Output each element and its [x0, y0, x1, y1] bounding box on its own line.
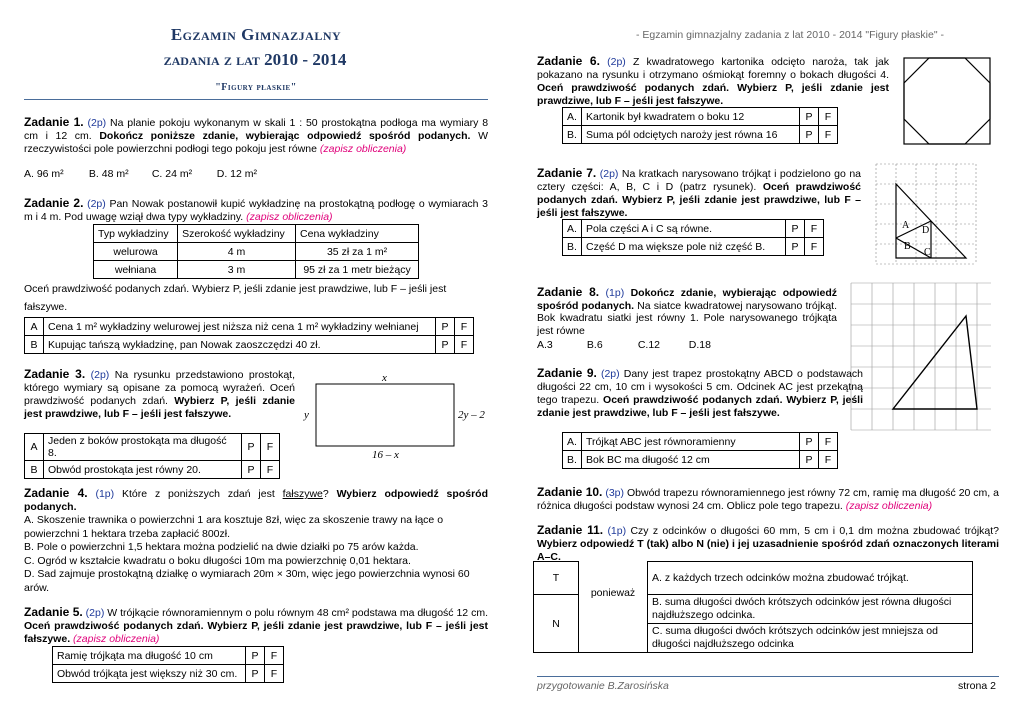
stmt-letter: A.: [563, 433, 582, 451]
task-3-text: Na rysunku przedstawiono prostokąt, którego wymiary są opisane za pomocą wyrażeń. Oceń prawdziwość podanych zdań.: [24, 369, 295, 407]
option-n[interactable]: N: [534, 595, 579, 653]
task-5-calc-note: (zapisz obliczenia): [73, 633, 160, 645]
task-10-text: Obwód trapezu równoramiennego jest równy 72 cm, ramię ma długość 20 cm, a różnica długości podstaw wynosi 24 cm. Oblicz pole tego trapezu.: [537, 487, 1000, 512]
stmt-text: Trójkąt ABC jest równoramienny: [582, 433, 800, 451]
answer-c: C. 24 m²: [151, 168, 193, 180]
carpet-table: [93, 224, 419, 279]
task-2-text: Pan Nowak postanowił kupić wykładzinę na prostokątną podłogę o wymiarach 3 m i 4 m. Pod uwagę wziął dwa typy wykładziny.: [24, 198, 489, 223]
task-5-bold: Oceń prawdziwość podanych zdań. Wybierz P, jeśli zdanie jest prawdziwe, lub F – jeśli jest fałszywe.: [24, 620, 488, 645]
octagon-figure: [898, 52, 994, 148]
option-f[interactable]: F: [805, 220, 824, 238]
task-10-calc-note: (zapisz obliczenia): [845, 500, 933, 512]
task-2-label: Zadanie 2.: [24, 196, 84, 210]
title-line2: zadania z lat 2010 - 2014: [163, 50, 347, 69]
task-2: [24, 197, 488, 224]
task-7-statements: [562, 219, 824, 256]
task-8: [537, 286, 837, 337]
task-1-points: (2p): [87, 117, 107, 129]
task-5-statements: [52, 646, 284, 683]
stmt-letter: A.: [563, 220, 582, 238]
task-8-label: Zadanie 8.: [537, 285, 600, 299]
task-8-text: Na siatce kwadratowej narysowano trójkąt. Bok kwadratu siatki jest równy 1. Pole narysowanego trójkąta jest równe: [537, 299, 837, 337]
answer-a: A. 96 m²: [24, 168, 64, 180]
stmt-letter: A.: [563, 108, 582, 126]
task-11-table: [533, 561, 973, 653]
option-p[interactable]: P: [242, 434, 261, 461]
task-6-statements: [562, 107, 838, 144]
option-p[interactable]: P: [800, 126, 819, 144]
rectangle-figure: [300, 372, 490, 460]
task-10: [537, 486, 999, 513]
stmt-text: Obwód prostokąta jest równy 20.: [44, 461, 242, 479]
because-label: ponieważ: [579, 562, 648, 624]
task-7-points: (2p): [599, 168, 619, 180]
task-1-label: Zadanie 1.: [24, 115, 84, 129]
task-10-points: (3p): [605, 487, 625, 499]
option-t[interactable]: T: [534, 562, 579, 595]
stmt-text: Jeden z boków prostokąta ma długość 8.: [44, 434, 242, 461]
stmt-text: Bok BC ma długość 12 cm: [582, 451, 800, 469]
task-1: [24, 116, 488, 156]
answer-d: D.18: [688, 339, 711, 351]
task-2-points: (2p): [87, 198, 106, 210]
task-2-instruction: Oceń prawdziwość podanych zdań. Wybierz P, jeśli zdanie jest prawdziwe, lub F – jeśli jest fałszywe.: [24, 283, 447, 313]
stmt-text: Kartonik był kwadratem o boku 12: [582, 108, 800, 126]
task-3-label: Zadanie 3.: [24, 367, 86, 381]
cell-type: welurowa: [94, 243, 178, 261]
task-1-bold: Dokończ poniższe zdanie, wybierając odpowiedź spośród podanych.: [99, 130, 471, 142]
task-6-label: Zadanie 6.: [537, 54, 600, 68]
task-7: [537, 167, 861, 220]
reason-c[interactable]: C. suma długości dwóch krótszych odcinków jest mniejsza od długości najdłuższego odcinka: [648, 624, 973, 653]
reason-b[interactable]: B. suma długości dwóch krótszych odcinków jest równa długości najdłuższego odcinka.: [648, 595, 973, 624]
option-p[interactable]: P: [800, 108, 819, 126]
task-1-answers: [24, 168, 488, 180]
part-d-label: D: [922, 225, 930, 236]
task-11-points: (1p): [607, 525, 627, 537]
option-c: C. Ogród w kształcie kwadratu o boku długości 10m ma powierzchnię 0,01 hektara.: [24, 554, 411, 567]
task-3-bold: Wybierz P, jeśli zdanie jest prawdziwe, lub F – jeśli jest fałszywe.: [24, 395, 295, 420]
cell-width: 4 m: [178, 243, 296, 261]
task-6-text: Z kwadratowego kartonika odcięto naroża, tak jak pokazano na rysunku i otrzymano ośmiokąt foremny o bokach długości 4.: [537, 56, 889, 81]
task-4-text: Które z poniższych zdań jest: [122, 488, 275, 500]
task-4-points: (1p): [95, 488, 115, 500]
task-10-label: Zadanie 10.: [537, 485, 603, 499]
task-9-statements: [562, 432, 838, 469]
task-1-calc-note: (zapisz obliczenia): [319, 143, 407, 155]
footer-author: przygotowanie B.Zarosińska: [537, 680, 669, 692]
answer-c: C.12: [637, 339, 661, 351]
answer-b: B.6: [586, 339, 603, 351]
option-p[interactable]: P: [242, 461, 261, 479]
option-f[interactable]: F: [261, 461, 280, 479]
th-type: Typ wykładziny: [94, 225, 178, 243]
stmt-letter: B: [25, 336, 44, 354]
task-4-label: Zadanie 4.: [24, 486, 88, 500]
task-4-bold: Wybierz odpowiedź spośród podanych.: [24, 488, 488, 513]
part-c-label: C: [924, 247, 931, 258]
task-4: Zadanie 4. (1p) Które z poniższych zdań jest fałszywe? Wybierz odpowiedź spośród podanych.: [24, 486, 488, 513]
task-5-points: (2p): [85, 607, 105, 619]
option-f[interactable]: F: [265, 647, 284, 665]
option-p[interactable]: P: [786, 238, 805, 256]
task-6-points: (2p): [607, 56, 626, 68]
part-a-label: A: [902, 220, 910, 231]
task-3-statements: [24, 433, 280, 479]
part-b-label: B: [904, 241, 911, 252]
task-5-text: W trójkącie równoramiennym o polu równym 48 cm² podstawa ma długość 12 cm.: [107, 607, 489, 619]
answer-b: B. 48 m²: [88, 168, 129, 180]
option-p[interactable]: P: [246, 665, 265, 683]
cell-price: 35 zł za 1 m²: [296, 243, 419, 261]
stmt-text: Obwód trójkąta jest większy niż 30 cm.: [53, 665, 246, 683]
task-11-label: Zadanie 11.: [537, 523, 604, 537]
answer-a: A.3: [537, 339, 553, 351]
stmt-letter: A: [25, 434, 44, 461]
stmt-text: Pola części A i C są równe.: [582, 220, 786, 238]
task-4-underline: fałszywe: [282, 488, 323, 500]
title-line3: "Figury płaskie": [215, 82, 297, 93]
footer-rule: [537, 676, 999, 677]
option-d: D. Sad zajmuje prostokątną działkę o wymiarach 20m × 30m, więc jego powierzchnia wynosi 60 arów.: [24, 568, 470, 594]
stmt-letter: B.: [563, 126, 582, 144]
stmt-letter: A: [25, 318, 44, 336]
reason-a[interactable]: A. z każdych trzech odcinków można zbudować trójkąt.: [648, 562, 973, 595]
cell-type: wełniana: [94, 261, 178, 279]
label-top: x: [382, 372, 387, 384]
task-7-bold: Oceń prawdziwość podanych zdań. Wybierz P, jeśli zdanie jest prawdziwe, lub F – jeśli jest fałszywe.: [537, 181, 862, 219]
task-3: [24, 368, 295, 421]
option-p[interactable]: P: [800, 433, 819, 451]
task-4-options: [24, 514, 474, 595]
option-p[interactable]: P: [436, 318, 455, 336]
option-p[interactable]: P: [246, 647, 265, 665]
option-f[interactable]: F: [265, 665, 284, 683]
task-9-bold: Oceń prawdziwość podanych zdań. Wybierz P, jeśli zdanie jest prawdziwe, lub F – jeśli jest fałszywe.: [537, 394, 864, 419]
task-5-label: Zadanie 5.: [24, 605, 83, 619]
option-f[interactable]: F: [805, 238, 824, 256]
option-p[interactable]: P: [786, 220, 805, 238]
stmt-text: Część D ma większe pole niż część B.: [582, 238, 786, 256]
option-p[interactable]: P: [800, 451, 819, 469]
title-line1: Egzamin Gimnazjalny: [170, 25, 342, 44]
label-bottom: 16 – x: [372, 449, 399, 460]
task-7-label: Zadanie 7.: [537, 166, 597, 180]
option-f[interactable]: F: [819, 433, 838, 451]
running-header: - Egzamin gimnazjalny zadania z lat 2010 - 2014 "Figury płaskie" -: [635, 29, 944, 41]
cell-price: 95 zł za 1 metr bieżący: [296, 261, 419, 279]
label-right: 2y – 2: [458, 409, 485, 421]
stmt-text: Suma pól odciętych naroży jest równa 16: [582, 126, 800, 144]
task-7-text: Na kratkach narysowano trójkąt i podzielono go na cztery części: A, B, C i D (patrz rysunek).: [537, 168, 862, 193]
task-11: [537, 524, 999, 564]
task-3-points: (2p): [90, 369, 110, 381]
option-f[interactable]: F: [261, 434, 280, 461]
th-price: Cena wykładziny: [296, 225, 419, 243]
option-f[interactable]: F: [819, 451, 838, 469]
answer-d: D. 12 m²: [216, 168, 258, 180]
title-rule: [24, 99, 488, 100]
task-2-statements: [24, 317, 474, 354]
option-f[interactable]: F: [819, 108, 838, 126]
option-p[interactable]: P: [436, 336, 455, 354]
page-number: strona 2: [958, 680, 996, 692]
task-11-bold: Wybierz odpowiedź T (tak) albo N (nie) i jej uzasadnienie spośród zdań oznaczonych literami A–C.: [537, 538, 999, 563]
option-b: B. Pole o powierzchni 1,5 hektara można podzielić na dwie działki po 75 arów każda.: [24, 541, 419, 553]
task-9-label: Zadanie 9.: [537, 366, 597, 380]
stmt-text: Kupując tańszą wykładzinę, pan Nowak zaoszczędzi 40 zł.: [44, 336, 436, 354]
task-9-points: (2p): [600, 368, 620, 380]
task-8-bold: Dokończ zdanie, wybierając odpowiedź spośród podanych.: [537, 287, 838, 312]
option-a: A. Skoszenie trawnika o powierzchni 1 ara kosztuje 8zł, więc za skoszenie trawy na łące o powierzchni 1 hektara trzeba zapłacić 800zł.: [24, 514, 444, 540]
task-9: [537, 367, 863, 420]
cell-width: 3 m: [178, 261, 296, 279]
task-1-text1: Na planie pokoju wykonanym w skali 1 : 50 prostokątna podłoga ma wymiary 8 cm i 12 cm.: [24, 117, 489, 142]
option-f[interactable]: F: [455, 336, 474, 354]
stmt-letter: B.: [563, 238, 582, 256]
task-9-text: Dany jest trapez prostokątny ABCD o podstawach długości 22 cm, 10 cm i wysokości 5 cm. Odcinek AC jest przekątną tego trapezu.: [537, 368, 864, 406]
task-6: [537, 55, 889, 108]
stmt-text: Cena 1 m² wykładziny welurowej jest niższa niż cena 1 m² wykładziny wełnianej: [44, 318, 436, 336]
task-11-text: Czy z odcinków o długości 60 mm, 5 cm i 0,1 dm można zbudować trójkąt?: [630, 525, 1000, 537]
option-f[interactable]: F: [455, 318, 474, 336]
stmt-letter: B: [25, 461, 44, 479]
task-5: [24, 606, 488, 646]
option-f[interactable]: F: [819, 126, 838, 144]
task-2-calc-note: (zapisz obliczenia): [246, 211, 333, 223]
task-8-points: (1p): [605, 287, 625, 299]
stmt-text: Ramię trójkąta ma długość 10 cm: [53, 647, 246, 665]
stmt-letter: B.: [563, 451, 582, 469]
th-width: Szerokość wykładziny: [178, 225, 296, 243]
triangle-grid-8: [846, 278, 996, 436]
triangle-grid-figure: [872, 160, 992, 270]
label-left: y: [304, 409, 309, 421]
task-8-answers: [537, 339, 837, 351]
task-1-text2: W rzeczywistości pole powierzchni podłogi tego pokoju jest równe: [24, 130, 488, 155]
task-6-bold: Oceń prawdziwość podanych zdań. Wybierz P, jeśli zdanie jest prawdziwe, lub F – jeśli jest fałszywe.: [537, 82, 889, 107]
